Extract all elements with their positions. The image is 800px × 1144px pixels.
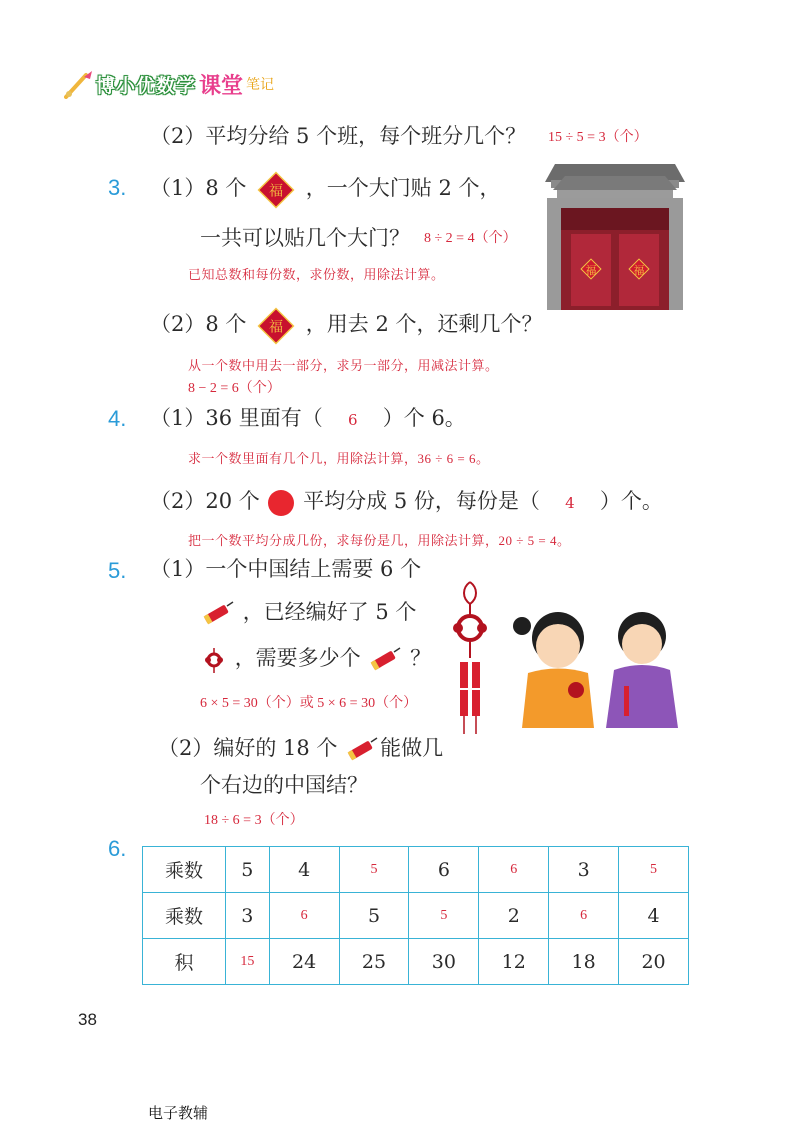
question-5-2-line1: （2）编好的 18 个 能做几 [158,733,443,763]
svg-text:福: 福 [585,264,597,277]
multiplication-table [142,846,689,985]
note-3-2: 从一个数中用去一部分，求另一部分，用减法计算。 [188,358,499,373]
row-label: 乘数 [143,893,226,939]
table-cell[interactable]: 5 [619,847,689,893]
answer-5-2: 18 ÷ 6 = 3（个） [204,813,304,828]
question-5-number: 5. [108,558,127,583]
note-3-1: 已知总数和每份数，求份数，用除法计算。 [188,267,445,282]
table-cell: 24 [269,939,339,985]
chinese-knot-icon [200,646,228,674]
red-ball-icon [266,488,296,518]
svg-text:福: 福 [633,264,645,277]
note-4-1: 求一个数里面有几个几，用除法计算，36 ÷ 6 = 6。 [188,451,490,466]
question-4-1: （1）36 里面有（ 6 ）个 6。 [150,406,466,430]
blank-4-1[interactable]: 6 [347,411,358,429]
table-cell[interactable]: 15 [226,939,270,985]
fu-diamond-icon [257,171,295,209]
table-cell[interactable]: 6 [269,893,339,939]
table-cell: 12 [479,939,549,985]
answer-3-2: 8 − 2 = 6（个） [188,381,281,396]
brand-highlight: 课堂 [199,73,244,99]
footer-label: 电子教辅 [148,1104,209,1122]
question-5-1-line3: ，需要多少个 ？ [200,643,431,674]
table-cell: 25 [339,939,409,985]
page-number: 38 [78,1010,97,1029]
table-cell[interactable]: 6 [479,847,549,893]
svg-text:福: 福 [268,319,284,336]
fu-diamond-icon [257,307,295,345]
brand-header [64,66,274,102]
question-3-1: （1）8 个 福 ，一个大门贴 2 个， [150,168,501,209]
row-label: 积 [143,939,226,985]
table-row [143,939,689,985]
question-5-1-line1: （1）一个中国结上需要 6 个 [150,557,422,581]
table-cell: 2 [479,893,549,939]
table-cell: 30 [409,939,479,985]
question-3-number: 3. [108,175,127,200]
firecracker-icon [367,647,403,673]
table-cell: 20 [619,939,689,985]
children-knot-illustration [448,578,688,740]
brand-main: 博小优数学 [96,74,197,97]
table-cell: 5 [339,893,409,939]
table-cell: 6 [409,847,479,893]
table-cell[interactable]: 6 [549,893,619,939]
question-4-2: （2）20 个 平均分成 5 份，每份是（ 4 ）个。 [150,484,663,520]
table-cell: 4 [619,893,689,939]
table-cell: 4 [269,847,339,893]
question-3-2: （2）8 个 福 ，用去 2 个，还剩几个？ [150,304,543,345]
question-3-1-line2: 一共可以贴几个大门？ [200,226,410,250]
answer-5-1: 6 × 5 = 30（个）或 5 × 6 = 30（个） [200,696,418,711]
table-cell[interactable]: 5 [409,893,479,939]
table-cell: 3 [226,893,270,939]
answer-2-2: 15 ÷ 5 = 3（个） [548,130,648,145]
brand-tail: 笔记 [246,77,275,93]
question-6-number: 6. [108,836,127,861]
brush-icon [64,69,96,99]
table-cell[interactable]: 5 [339,847,409,893]
firecracker-icon [200,601,236,627]
table-row [143,847,689,893]
question-5-2-line2: 个右边的中国结？ [200,773,368,797]
blank-4-2[interactable]: 4 [565,494,575,512]
question-2-2: （2）平均分给 5 个班，每个班分几个？ [150,124,527,148]
firecracker-icon [344,737,380,763]
question-5-1-line2: ，已经编好了 5 个 [200,597,416,627]
answer-3-1: 8 ÷ 2 = 4（个） [424,231,517,246]
svg-text:福: 福 [268,183,284,200]
question-4-number: 4. [108,406,127,431]
row-label: 乘数 [143,847,226,893]
table-cell: 5 [226,847,270,893]
table-cell: 3 [549,847,619,893]
table-row [143,893,689,939]
table-cell: 18 [549,939,619,985]
gate-illustration [545,162,685,312]
note-4-2: 把一个数平均分成几份，求每份是几，用除法计算，20 ÷ 5 = 4。 [188,533,571,548]
